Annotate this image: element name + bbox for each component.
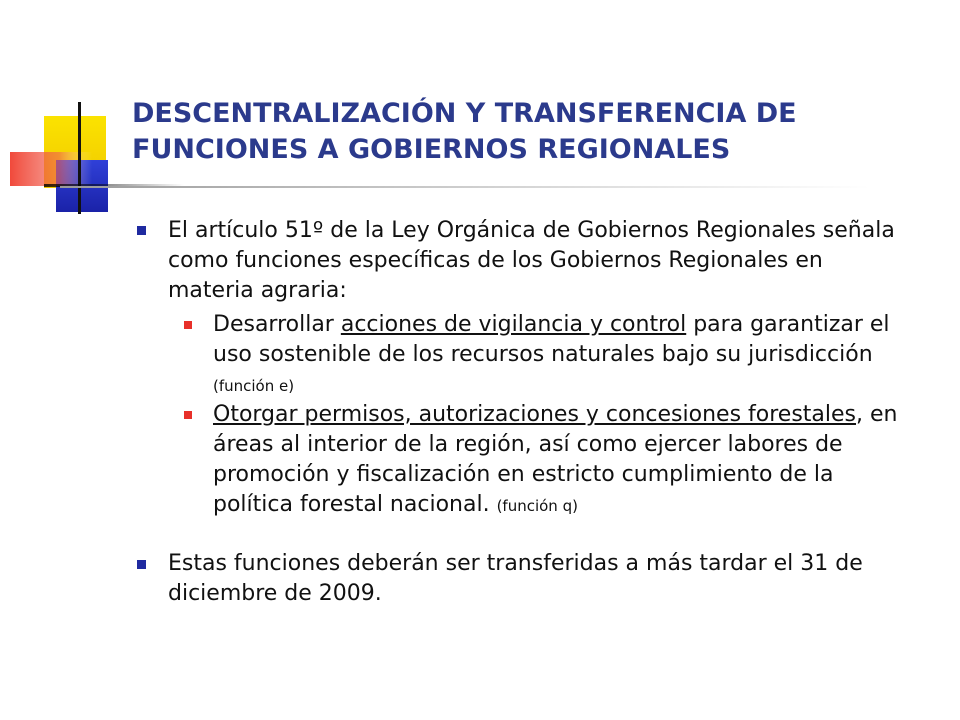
sub-list-item [213,310,918,401]
sub-1-note: (función e) [213,377,295,395]
bullet-2-text: Estas funciones deberán ser transferidas a más tardar el 31 de diciembre de 2009. [168,551,863,606]
sub-2-note: (función q) [496,497,578,515]
sub-list-item [213,400,918,521]
sub-1-suffix: para garantizar el uso sostenible de los recursos naturales bajo su jurisdicción [213,312,890,367]
title-line-1: DESCENTRALIZACIÓN Y TRANSFERENCIA DE [132,98,797,129]
sub-1-underlined: acciones de vigilancia y control [340,312,687,337]
sub-2-underlined: Otorgar permisos, autorizaciones y concesiones forestales [213,402,857,427]
sub-bullet-square-icon [184,321,192,329]
title-line-2: FUNCIONES A GOBIERNOS REGIONALES [132,134,731,165]
bullet-square-icon [137,226,146,235]
list-item [168,216,908,306]
list-item [168,549,908,609]
bullet-1-text: El artículo 51º de la Ley Orgánica de Gobiernos Regionales señala como funciones específicas de los Gobiernos Regionales en materia agraria: [168,218,895,303]
sub-1-prefix: Desarrollar [213,312,341,337]
sub-2-suffix: , en áreas al interior de la región, así como ejercer labores de promoción y fiscalización en estricto cumplimiento de la política forestal nacional. [213,402,898,517]
bullet-square-icon [137,560,146,569]
sub-bullet-square-icon [184,411,192,419]
